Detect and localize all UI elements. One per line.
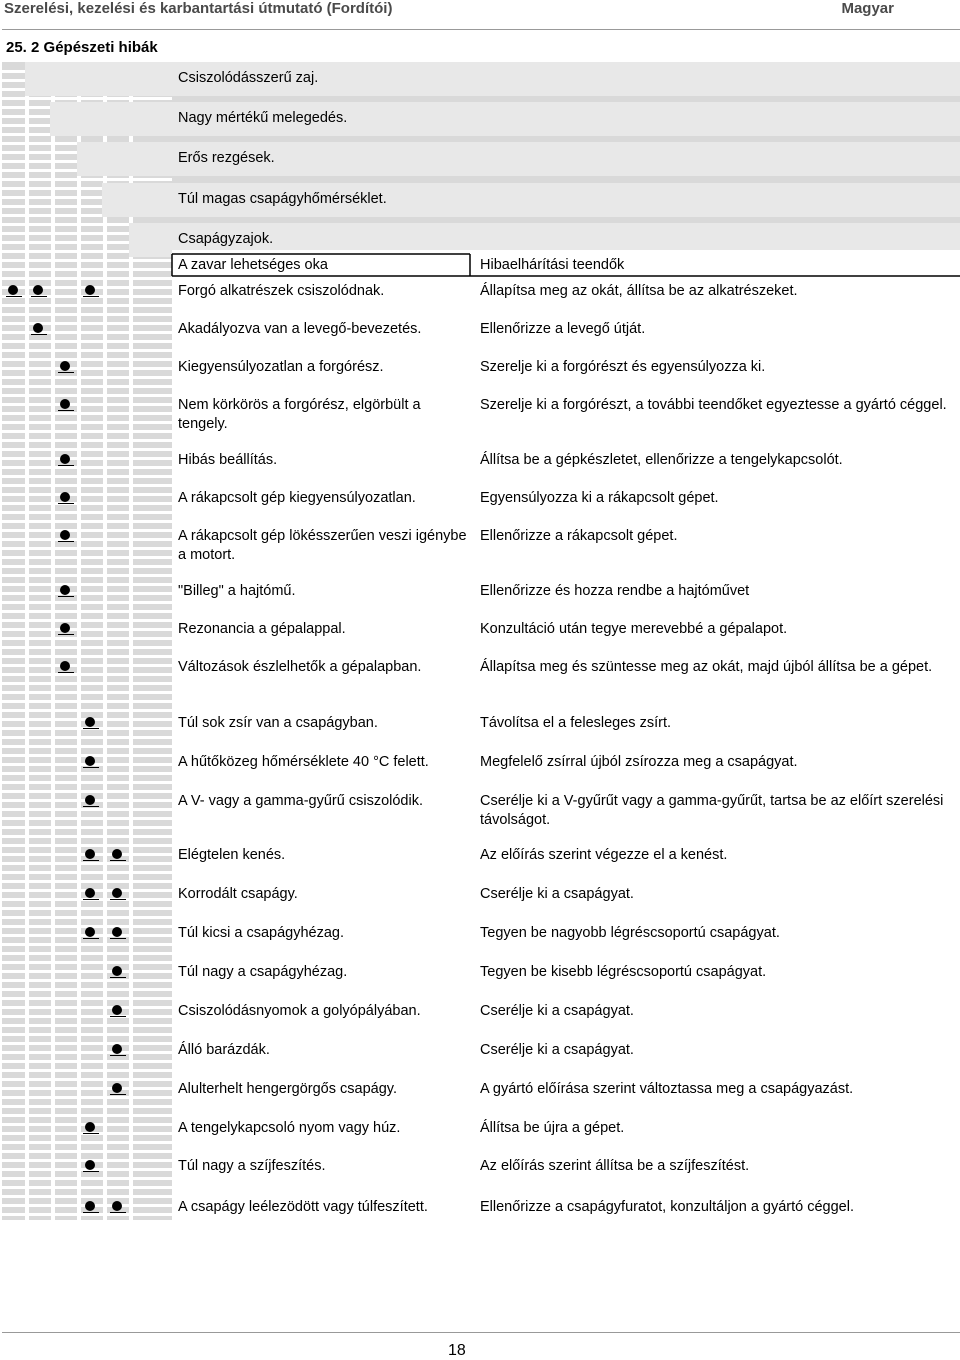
- action-cell: Tegyen be nagyobb légréscsoportú csapágyat.: [480, 925, 780, 941]
- symptom-mark-underline: [58, 410, 74, 411]
- symptom-mark-dot: [60, 585, 70, 595]
- action-cell: Cserélje ki a csapágyat.: [480, 1042, 634, 1058]
- symptom-mark-dot: [60, 454, 70, 464]
- cause-cell: A csapágy leélezödött vagy túlfeszített.: [178, 1199, 428, 1215]
- symptom-mark-dot: [85, 285, 95, 295]
- cause-cell: A tengelykapcsoló nyom vagy húz.: [178, 1120, 401, 1136]
- cause-cell: Túl sok zsír van a csapágyban.: [178, 715, 378, 731]
- action-cell: Ellenőrizze a levegő útját.: [480, 321, 646, 337]
- symptom-mark-underline: [83, 1171, 99, 1172]
- cause-cell: A rákapcsolt gép lökésszerűen veszi igénybe a motort.: [178, 528, 467, 563]
- cause-cell: Forgó alkatrészek csiszolódnak.: [178, 283, 385, 299]
- symptom-mark-dot: [112, 927, 122, 937]
- action-cell: Konzultáció után tegye merevebbé a gépalapot.: [480, 621, 788, 637]
- symptom-mark-underline: [110, 1212, 126, 1213]
- action-cell: Az előírás szerint állítsa be a szíjfeszítést.: [480, 1158, 750, 1174]
- symptom-mark-underline: [58, 672, 74, 673]
- symptom-mark-dot: [85, 1122, 95, 1132]
- action-cell: Állapítsa meg és szüntesse meg az okát, majd újból állítsa be a gépet.: [480, 659, 933, 675]
- symptom-mark-dot: [8, 285, 18, 295]
- cause-cell: Kiegyensúlyozatlan a forgórész.: [178, 359, 384, 375]
- cause-cell: Túl nagy a csapágyhézag.: [178, 964, 348, 980]
- action-cell: Szerelje ki a forgórészt, a további teendőket egyeztesse a gyártó céggel.: [480, 397, 947, 413]
- symptom-mark-underline: [58, 465, 74, 466]
- symptom-mark-dot: [60, 492, 70, 502]
- action-cell: Távolítsa el a felesleges zsírt.: [480, 715, 671, 731]
- footer-divider: [2, 1332, 960, 1333]
- symptom-mark-dot: [112, 1044, 122, 1054]
- language-label: Magyar: [841, 0, 894, 17]
- action-cell: Ellenőrizze a csapágyfuratot, konzultáljon a gyártó céggel.: [480, 1199, 854, 1215]
- action-cell: Ellenőrizze és hozza rendbe a hajtóművet: [480, 583, 750, 599]
- cause-cell: A rákapcsolt gép kiegyensúlyozatlan.: [178, 490, 416, 506]
- symptom-mark-underline: [58, 541, 74, 542]
- cause-cell: Elégtelen kenés.: [178, 847, 286, 863]
- symptom-mark-underline: [83, 860, 99, 861]
- symptom-label: Túl magas csapágyhőmérséklet.: [178, 191, 387, 207]
- symptom-mark-underline: [83, 296, 99, 297]
- action-cell: Cserélje ki a V-gyűrűt vagy a gamma-gyűrűt, tartsa be az előírt szerelési távolságot.: [480, 793, 944, 828]
- symptom-mark-underline: [6, 296, 22, 297]
- symptom-mark-dot: [112, 1005, 122, 1015]
- symptom-mark-underline: [110, 977, 126, 978]
- symptom-mark-dot: [85, 1201, 95, 1211]
- cause-cell: A hűtőközeg hőmérséklete 40 °C felett.: [178, 754, 429, 770]
- action-cell: Az előírás szerint végezze el a kenést.: [480, 847, 728, 863]
- symptom-label: Nagy mértékű melegedés.: [178, 110, 348, 126]
- symptom-mark-dot: [60, 623, 70, 633]
- symptom-mark-dot: [112, 888, 122, 898]
- symptom-mark-dot: [60, 661, 70, 671]
- symptom-mark-underline: [83, 728, 99, 729]
- cause-cell: Túl nagy a szíjfeszítés.: [178, 1158, 326, 1174]
- symptom-mark-underline: [83, 806, 99, 807]
- cause-cell: Hibás beállítás.: [178, 452, 278, 468]
- symptom-mark-underline: [83, 1133, 99, 1134]
- symptom-mark-dot: [60, 361, 70, 371]
- action-cell: Szerelje ki a forgórészt és egyensúlyozza ki.: [480, 359, 766, 375]
- action-cell: A gyártó előírása szerint változtassa meg a csapágyazást.: [480, 1081, 854, 1097]
- symptom-mark-dot: [85, 1160, 95, 1170]
- symptom-label: Csiszolódásszerű zaj.: [178, 70, 319, 86]
- symptom-label: Csapágyzajok.: [178, 231, 274, 247]
- symptom-mark-dot: [112, 1201, 122, 1211]
- symptom-mark-dot: [112, 1083, 122, 1093]
- symptom-mark-dot: [60, 399, 70, 409]
- symptom-mark-underline: [110, 1094, 126, 1095]
- symptom-mark-dot: [112, 849, 122, 859]
- page-number: 18: [448, 1342, 466, 1359]
- symptom-mark-underline: [58, 503, 74, 504]
- action-cell: Ellenőrizze a rákapcsolt gépet.: [480, 528, 678, 544]
- header-action: Hibaelhárítási teendők: [480, 257, 625, 273]
- cause-cell: Nem körkörös a forgórész, elgörbült a tengely.: [178, 397, 421, 432]
- symptom-mark-underline: [110, 938, 126, 939]
- cause-cell: Változások észlelhetők a gépalapban.: [178, 659, 422, 675]
- symptom-mark-underline: [110, 860, 126, 861]
- symptom-mark-dot: [85, 756, 95, 766]
- symptom-mark-underline: [58, 634, 74, 635]
- cause-cell: Csiszolódásnyomok a golyópályában.: [178, 1003, 421, 1019]
- symptom-mark-underline: [83, 1212, 99, 1213]
- action-cell: Állítsa be a gépkészletet, ellenőrizze a tengelykapcsolót.: [480, 452, 843, 468]
- symptom-mark-underline: [110, 1055, 126, 1056]
- action-cell: Egyensúlyozza ki a rákapcsolt gépet.: [480, 490, 719, 506]
- symptom-mark-dot: [85, 888, 95, 898]
- symptom-label: Erős rezgések.: [178, 150, 275, 166]
- document-title: Szerelési, kezelési és karbantartási útmutató (Fordítói): [4, 0, 393, 17]
- symptom-mark-underline: [58, 372, 74, 373]
- symptom-mark-dot: [60, 530, 70, 540]
- symptom-mark-dot: [33, 285, 43, 295]
- symptom-mark-dot: [85, 717, 95, 727]
- symptom-mark-dot: [85, 927, 95, 937]
- symptom-mark-underline: [110, 1016, 126, 1017]
- symptom-mark-dot: [85, 795, 95, 805]
- symptom-mark-underline: [83, 938, 99, 939]
- cause-cell: Rezonancia a gépalappal.: [178, 621, 346, 637]
- symptom-mark-underline: [58, 596, 74, 597]
- symptom-mark-dot: [85, 849, 95, 859]
- cause-cell: Akadályozva van a levegő-bevezetés.: [178, 321, 422, 337]
- cause-cell: Korrodált csapágy.: [178, 886, 298, 902]
- section-title: 25. 2 Gépészeti hibák: [6, 39, 158, 56]
- action-cell: Megfelelő zsírral újból zsírozza meg a csapágyat.: [480, 754, 798, 770]
- symptom-mark-underline: [83, 899, 99, 900]
- action-cell: Állítsa be újra a gépet.: [480, 1120, 625, 1136]
- symptom-mark-underline: [110, 899, 126, 900]
- header-cause: A zavar lehetséges oka: [178, 257, 328, 273]
- symptom-mark-underline: [83, 767, 99, 768]
- cause-cell: A V- vagy a gamma-gyűrű csiszolódik.: [178, 793, 423, 809]
- action-cell: Tegyen be kisebb légréscsoportú csapágyat.: [480, 964, 767, 980]
- symptom-mark-underline: [31, 296, 47, 297]
- action-cell: Cserélje ki a csapágyat.: [480, 1003, 634, 1019]
- cause-cell: Túl kicsi a csapágyhézag.: [178, 925, 345, 941]
- action-cell: Állapítsa meg az okát, állítsa be az alkatrészeket.: [480, 283, 798, 299]
- symptom-mark-underline: [31, 334, 47, 335]
- cause-cell: Alulterhelt hengergörgős csapágy.: [178, 1081, 397, 1097]
- symptom-mark-dot: [33, 323, 43, 333]
- symptom-mark-dot: [112, 966, 122, 976]
- cause-cell: Álló barázdák.: [178, 1042, 270, 1058]
- cause-cell: "Billeg" a hajtómű.: [178, 583, 296, 599]
- action-cell: Cserélje ki a csapágyat.: [480, 886, 634, 902]
